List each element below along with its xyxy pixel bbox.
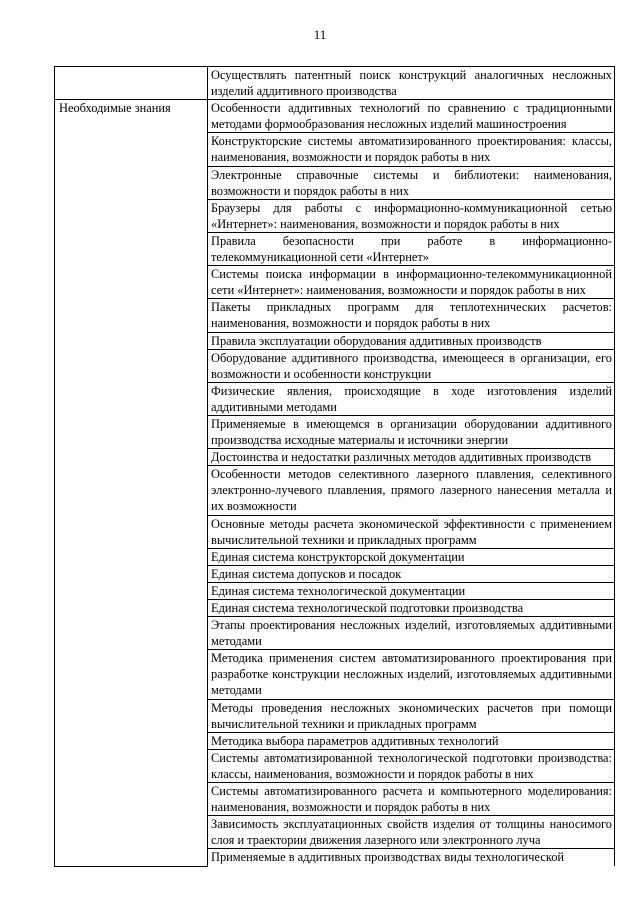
knowledge-item: Методика применения систем автоматизированного проектирования при разработке конструкции несложных изделий, изготовляемых аддитивными методами	[208, 650, 615, 699]
knowledge-item: Особенности методов селективного лазерного плавления, селективного электронно-лучевого плавления, прямого лазерного нанесения металла и их возможности	[208, 466, 615, 515]
knowledge-item: Правила безопасности при работе в информационно-телекоммуникационной сети «Интернет»	[208, 232, 615, 265]
knowledge-item: Пакеты прикладных программ для теплотехнических расчетов: наименования, возможности и порядок работы в них	[208, 299, 615, 332]
table-row	[55, 100, 615, 133]
knowledge-item: Достоинства и недостатки различных методов аддитивных производств	[208, 449, 615, 466]
knowledge-item: Этапы проектирования несложных изделий, изготовляемых аддитивными методами	[208, 617, 615, 650]
knowledge-item: Методика выбора параметров аддитивных технологий	[208, 732, 615, 749]
knowledge-item: Единая система конструкторской документации	[208, 548, 615, 565]
knowledge-item: Браузеры для работы с информационно-коммуникационной сетью «Интернет»: наименования, возможности и порядок работы в них	[208, 199, 615, 232]
table-row	[55, 67, 615, 100]
table-cell: Осуществлять патентный поиск конструкций аналогичных несложных изделий аддитивного производства	[208, 67, 615, 100]
knowledge-item: Единая система технологической документации	[208, 582, 615, 599]
knowledge-item: Основные методы расчета экономической эффективности с применением вычислительной техники и прикладных программ	[208, 515, 615, 548]
knowledge-item: Единая система допусков и посадок	[208, 565, 615, 582]
knowledge-item: Методы проведения несложных экономических расчетов при помощи вычислительной техники и прикладных программ	[208, 699, 615, 732]
page-number: 11	[313, 27, 327, 42]
knowledge-item: Применяемые в аддитивных производствах виды технологической	[208, 849, 615, 867]
knowledge-item: Единая система технологической подготовки производства	[208, 600, 615, 617]
knowledge-item: Системы автоматизированной технологической подготовки производства: классы, наименования, возможности и порядок работы в них	[208, 749, 615, 782]
knowledge-item: Особенности аддитивных технологий по сравнению с традиционными методами формообразования несложных изделий машиностроения	[208, 100, 615, 133]
knowledge-table-body	[55, 67, 615, 867]
knowledge-item: Зависимость эксплуатационных свойств изделия от толщины наносимого слоя и траектории движения лазерного или электронного луча	[208, 816, 615, 849]
knowledge-item: Оборудование аддитивного производства, имеющееся в организации, его возможности и особенности конструкции	[208, 349, 615, 382]
knowledge-item: Системы поиска информации в информационно-телекоммуникационной сети «Интернет»: наименования, возможности и порядок работы в них	[208, 266, 615, 299]
knowledge-item: Электронные справочные системы и библиотеки: наименования, возможности и порядок работы в них	[208, 166, 615, 199]
knowledge-item: Физические явления, происходящие в ходе изготовления изделий аддитивными методами	[208, 382, 615, 415]
section-label: Необходимые знания	[55, 100, 208, 867]
empty-label-cell	[55, 67, 208, 100]
knowledge-table	[54, 66, 615, 867]
knowledge-item: Применяемые в имеющемся в организации оборудовании аддитивного производства исходные материалы и источники энергии	[208, 415, 615, 448]
knowledge-item: Системы автоматизированного расчета и компьютерного моделирования: наименования, возможности и порядок работы в них	[208, 783, 615, 816]
knowledge-item: Конструкторские системы автоматизированного проектирования: классы, наименования, возможности и порядок работы в них	[208, 133, 615, 166]
knowledge-item: Правила эксплуатации оборудования аддитивных производств	[208, 332, 615, 349]
